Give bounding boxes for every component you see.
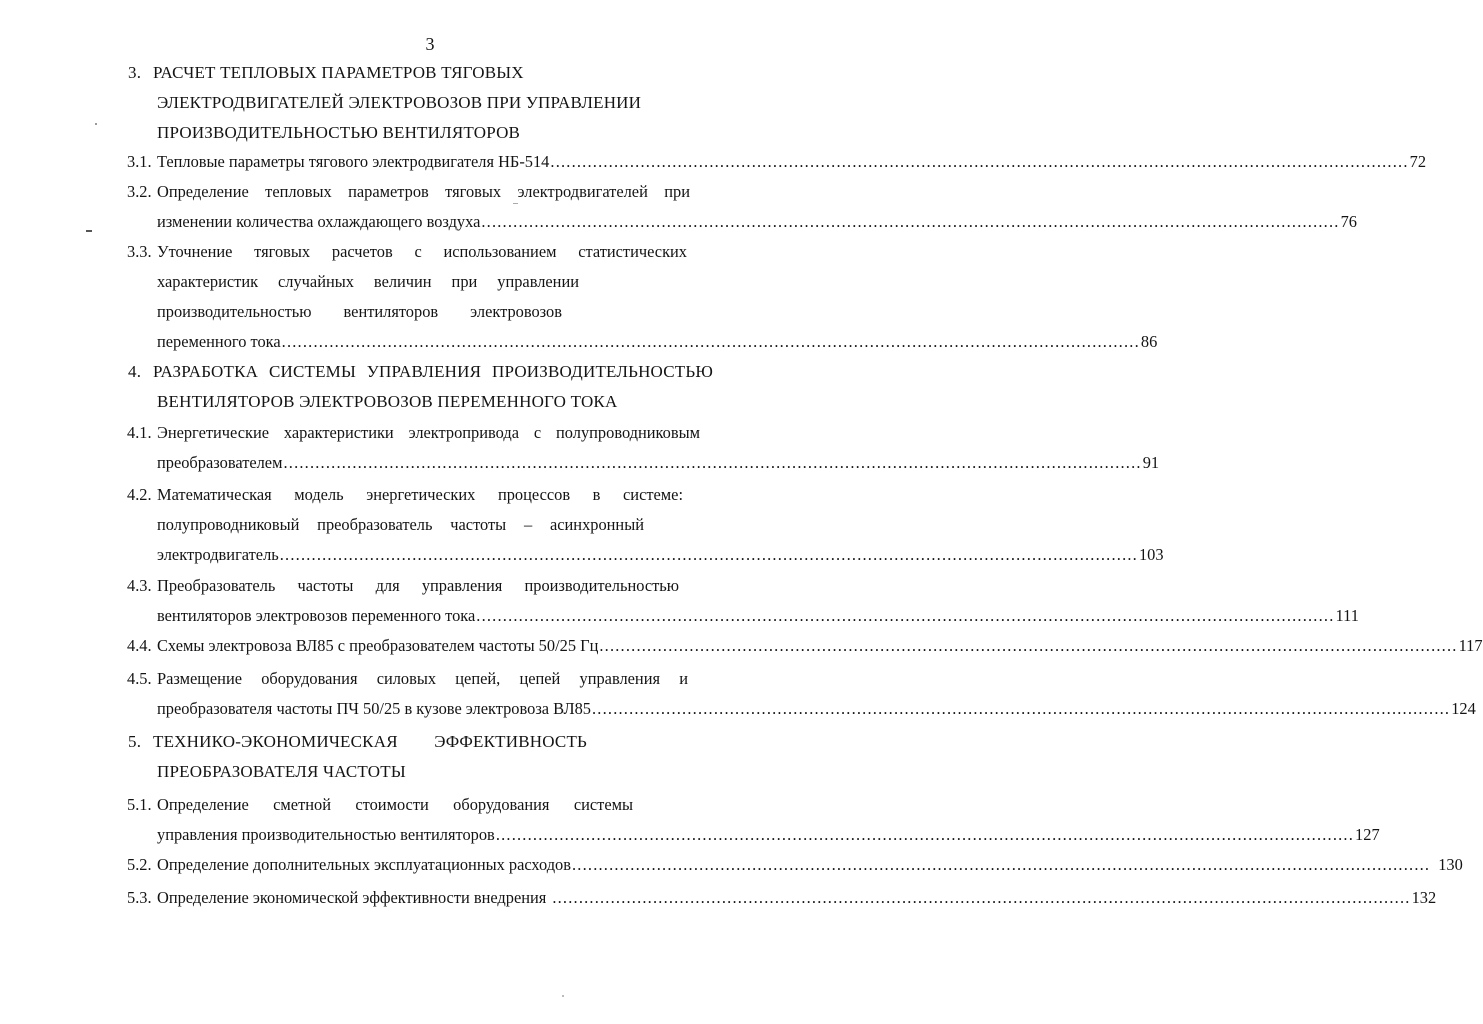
leader-dots: .................................................................................................................................................................. (281, 332, 1140, 351)
scan-speck (95, 123, 97, 125)
leader-dots: .................................................................................................................................................................. (495, 825, 1355, 844)
entry-title: Определение экономической эффективности внедрения (157, 888, 547, 907)
entry-page: 117 (1458, 636, 1483, 655)
entry-title-line: характеристик случайных величин при управлении (157, 272, 579, 291)
entry-number: 5.2. (127, 855, 152, 874)
entry-page: 111 (1335, 606, 1359, 625)
page-number: 3 (425, 34, 435, 54)
entry-page: 91 (1142, 453, 1160, 472)
entry-title-line: Математическая модель энергетических процессов в системе: (157, 485, 683, 504)
leader-dots: .................................................................................................................................................................. (550, 152, 1409, 171)
leader-dots: .................................................................................................................................................................. (592, 699, 1451, 718)
entry-page: 132 (1411, 888, 1437, 907)
entry-number: 3.3. (127, 242, 152, 261)
entry-page: 103 (1138, 545, 1164, 564)
section-title-line: РАЗРАБОТКА СИСТЕМЫ УПРАВЛЕНИЯ ПРОИЗВОДИТЕЛЬНОСТЬЮ (153, 362, 713, 381)
section-number: 3. (128, 63, 142, 82)
section-title-line: ПРОИЗВОДИТЕЛЬНОСТЬЮ ВЕНТИЛЯТОРОВ (157, 123, 521, 142)
entry-number: 3.1. (127, 152, 152, 171)
entry-title: Определение дополнительных эксплуатационных расходов (157, 855, 571, 874)
entry-number: 4.2. (127, 485, 152, 504)
entry-title: переменного тока (157, 332, 281, 351)
entry-number: 5.3. (127, 888, 152, 907)
entry-title: вентиляторов электровозов переменного тока (157, 606, 476, 625)
entry-page: 86 (1140, 332, 1158, 351)
entry-page: 76 (1340, 212, 1357, 231)
section-title-line: ЭЛЕКТРОДВИГАТЕЛЕЙ ЭЛЕКТРОВОЗОВ ПРИ УПРАВЛЕНИИ (157, 93, 642, 112)
entry-title-line: Размещение оборудования силовых цепей, цепей управления и (157, 669, 688, 688)
leader-dots: .................................................................................................................................................................. (599, 636, 1458, 655)
leader-dots: .................................................................................................................................................................. (476, 606, 1335, 625)
entry-title-line: Определение тепловых параметров тяговых электродвигателей при (157, 182, 690, 201)
entry-number: 4.1. (127, 423, 152, 442)
entry-number: 3.2. (127, 182, 152, 201)
section-title-line: ТЕХНИКО-ЭКОНОМИЧЕСКАЯ ЭФФЕКТИВНОСТЬ (153, 732, 587, 751)
scan-speck (562, 995, 564, 997)
entry-title: преобразователя частоты ПЧ 50/25 в кузове электровоза ВЛ85 (157, 699, 591, 718)
entry-title: преобразователем (157, 453, 283, 472)
entry-page: 124 (1451, 699, 1476, 718)
leader-dots: .................................................................................................................................................................. (572, 855, 1431, 874)
section-title-line: ВЕНТИЛЯТОРОВ ЭЛЕКТРОВОЗОВ ПЕРЕМЕННОГО ТОКА (157, 392, 618, 411)
entry-title: изменении количества охлаждающего воздуха (157, 212, 481, 231)
entry-title-line: Уточнение тяговых расчетов с использованием статистических (157, 242, 687, 261)
entry-number: 4.5. (127, 669, 152, 688)
entry-title-line: полупроводниковый преобразователь частоты – асинхронный (157, 515, 644, 534)
entry-title-line: Преобразователь частоты для управления производительностью (157, 576, 679, 595)
entry-number: 4.3. (127, 576, 152, 595)
entry-title-line: Энергетические характеристики электропривода с полупроводниковым (157, 423, 700, 442)
entry-number: 4.4. (127, 636, 152, 655)
entry-title: управления производительностью вентиляторов (157, 825, 495, 844)
entry-page: 130 (1438, 855, 1463, 874)
entry-title: электродвигатель (157, 545, 279, 564)
entry-page: 72 (1409, 152, 1427, 171)
entry-title: Схемы электровоза ВЛ85 с преобразователем частоты 50/25 Гц (157, 636, 599, 655)
leader-dots: .................................................................................................................................................................. (552, 888, 1411, 907)
entry-number: 5.1. (127, 795, 152, 814)
leader-dots: .................................................................................................................................................................. (279, 545, 1138, 564)
entry-title-line: производительностью вентиляторов электровозов (157, 302, 562, 321)
entry-title: Тепловые параметры тягового электродвигателя НБ-514 (157, 152, 550, 171)
scan-speck (513, 203, 518, 204)
entry-page: 127 (1355, 825, 1380, 844)
leader-dots: .................................................................................................................................................................. (283, 453, 1142, 472)
entry-title-line: Определение сметной стоимости оборудования системы (157, 795, 633, 814)
section-number: 4. (128, 362, 142, 381)
section-title-line: РАСЧЕТ ТЕПЛОВЫХ ПАРАМЕТРОВ ТЯГОВЫХ (153, 63, 524, 82)
leader-dots: .................................................................................................................................................................. (481, 212, 1340, 231)
section-number: 5. (128, 732, 142, 751)
section-title-line: ПРЕОБРАЗОВАТЕЛЯ ЧАСТОТЫ (157, 762, 406, 781)
scan-speck (86, 230, 92, 232)
